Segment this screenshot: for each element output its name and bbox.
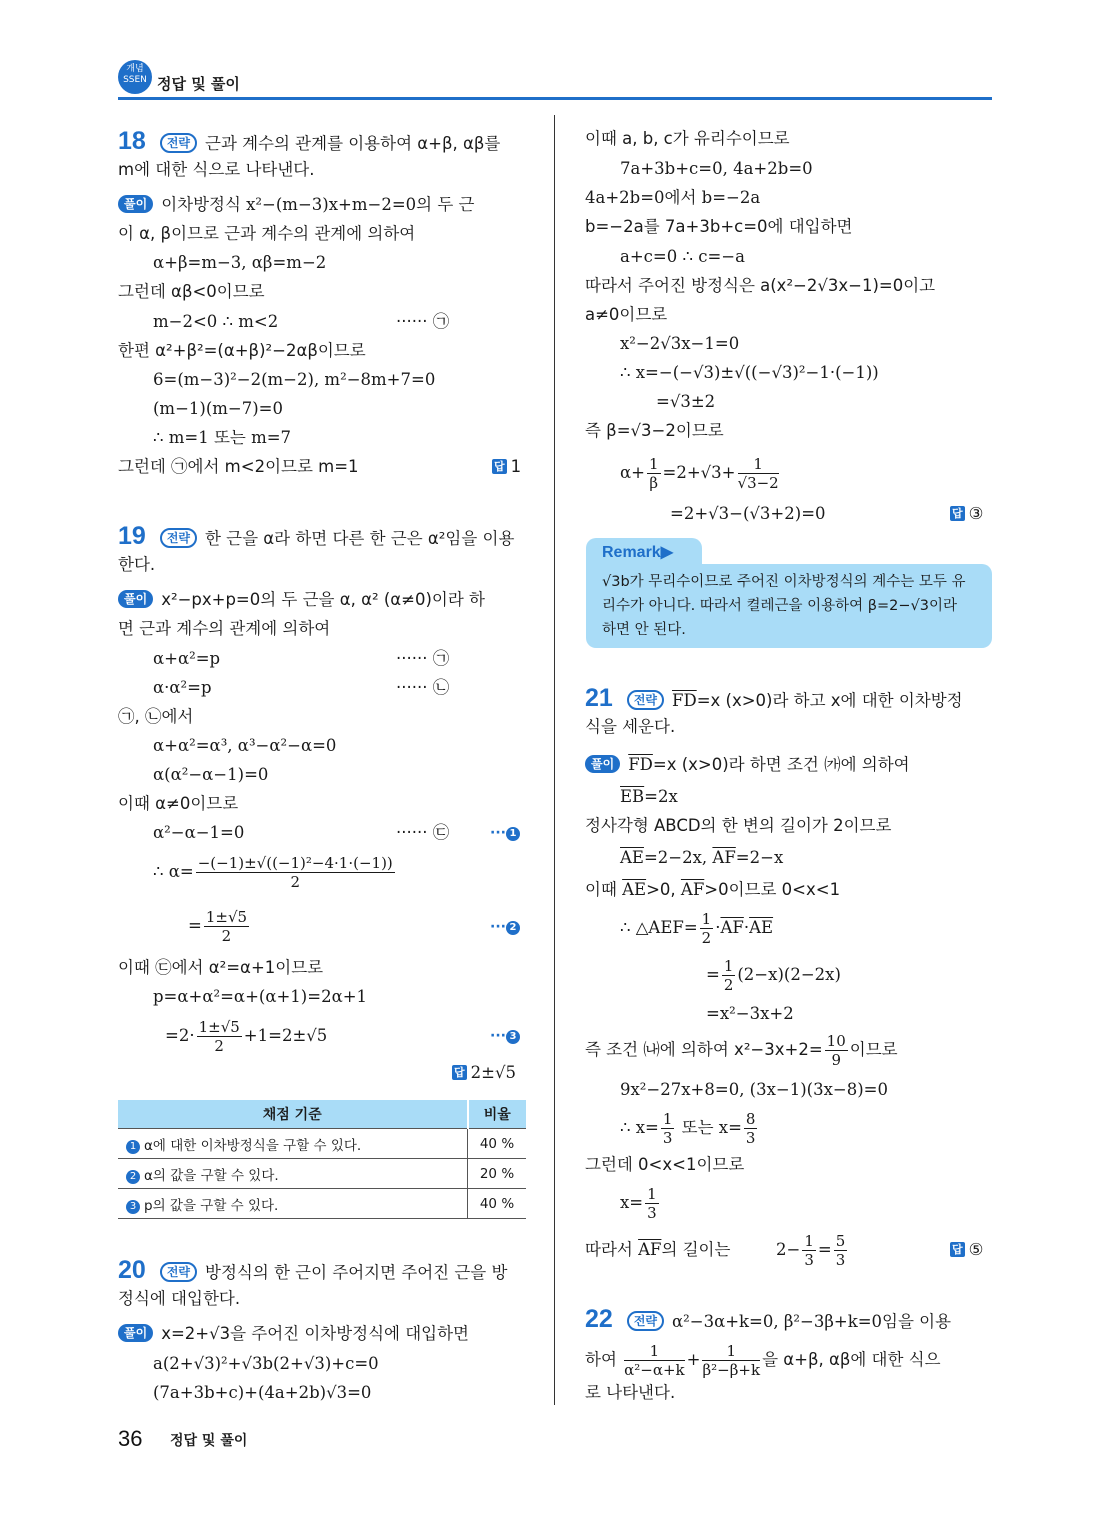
text: =x (x>0)라 하고 x에 대한 이차방정 — [696, 691, 963, 710]
text: =2· — [165, 1026, 195, 1045]
numerator: 1 — [702, 1342, 760, 1361]
text: 식을 세운다. — [585, 717, 676, 736]
text: α²−3α+k=0, β²−3β+k=0임을 이용 — [672, 1312, 952, 1331]
segment: $\overline{AE}$ — [620, 848, 644, 867]
ssen-logo — [118, 60, 152, 94]
text: 이때 ㉢에서 α²=α+1이므로 — [118, 958, 324, 977]
column-divider — [554, 115, 555, 1405]
numerator: 1 — [738, 455, 779, 474]
fraction — [702, 1342, 760, 1379]
criteria-cell — [118, 1159, 468, 1189]
text: = — [817, 1240, 832, 1259]
remark-title: Remark▶ — [602, 544, 674, 561]
step-number: 2 — [126, 1170, 140, 1184]
text: 이때 α≠0이므로 — [118, 794, 239, 813]
equation: (7a+3b+c)+(4a+2b)√3=0 — [153, 1383, 372, 1402]
ref-mark: ㉠ — [432, 649, 450, 668]
equation-fraction — [620, 1108, 759, 1148]
answer-badge: 답 — [494, 460, 505, 473]
problem-21-strategy — [585, 684, 963, 712]
answer-value: 2±√5 — [470, 1063, 516, 1082]
text: 2− — [776, 1240, 801, 1259]
equation: α(α²−α−1)=0 — [153, 765, 269, 784]
equation-ref — [396, 822, 449, 844]
answer-badge: 답 — [952, 1243, 963, 1256]
step-number: 1 — [506, 827, 520, 841]
footer-title: 정답 및 풀이 — [170, 1433, 248, 1449]
text: p의 값을 구할 수 있다. — [144, 1197, 279, 1214]
text: = — [706, 965, 720, 984]
header-title: 정답 및 풀이 — [157, 75, 240, 93]
strategy-badge: 전략 — [160, 133, 197, 153]
logo-text-bottom: SSEN — [123, 75, 147, 85]
fraction — [645, 1185, 659, 1222]
ratio-cell: 40 % — [468, 1129, 527, 1159]
equation: 4a+2b=0에서 b=−2a — [585, 188, 761, 207]
equation: ∴ m=1 또는 m=7 — [153, 428, 292, 447]
logo-text-top: 개념 — [126, 64, 144, 74]
equation — [620, 786, 678, 808]
ratio-cell: 40 % — [468, 1189, 527, 1219]
problem-number: 18 — [118, 127, 146, 155]
numerator: 1 — [804, 1232, 814, 1250]
page-number: 36 — [118, 1426, 143, 1451]
table-row — [118, 1129, 526, 1159]
text: α에 대한 이차방정식을 구할 수 있다. — [144, 1137, 362, 1154]
solution-badge: 풀이 — [118, 1324, 153, 1342]
denominator: 2 — [723, 976, 734, 994]
problem-18-strategy — [118, 127, 501, 155]
arrow: ··· — [490, 825, 506, 841]
denominator: α²−α+k — [624, 1361, 685, 1379]
solution-badge: 풀이 — [118, 195, 153, 213]
fraction — [825, 1032, 848, 1069]
strategy-badge: 전략 — [160, 1262, 197, 1282]
text: =2−2x, — [643, 848, 713, 867]
text: 방정식의 한 근이 주어지면 주어진 근을 방 — [205, 1263, 508, 1282]
equation-fraction — [776, 1230, 849, 1270]
text-line — [585, 1230, 730, 1270]
numerator: 1±√5 — [198, 1018, 240, 1036]
segment: $\overline{EB}$ — [620, 787, 645, 806]
denominator: 3 — [804, 1251, 814, 1269]
text-line — [585, 1030, 898, 1070]
text: 이때 — [585, 880, 623, 899]
dots: ······ — [396, 823, 428, 842]
equation: α+β=m−3, αβ=m−2 — [153, 253, 327, 272]
equation: =2+√3−(√3+2)=0 — [670, 504, 826, 523]
text: =2+√3+ — [662, 463, 736, 482]
denominator: 2 — [221, 927, 232, 945]
text: (2−x)(2−2x) — [737, 965, 841, 984]
equation: x²−2√3x−1=0 — [620, 334, 740, 353]
denominator: 3 — [662, 1129, 673, 1147]
ref-mark: ㉡ — [432, 678, 450, 697]
grading-table — [118, 1100, 526, 1219]
ref-mark: ㉠ — [432, 312, 450, 331]
answer — [950, 1239, 983, 1261]
numerator: 1 — [701, 910, 712, 928]
remark-text: 하면 안 된다. — [602, 622, 686, 638]
text: 그런데 ㉠에서 m<2이므로 m=1 — [118, 457, 359, 476]
solution-badge: 풀이 — [585, 755, 620, 773]
fraction — [647, 455, 661, 492]
step-marker-3 — [490, 1025, 524, 1047]
equation: =√3±2 — [656, 392, 716, 411]
problem-20-strategy — [118, 1256, 508, 1284]
step-number: 3 — [126, 1200, 140, 1214]
problem-number: 20 — [118, 1256, 146, 1284]
fraction — [802, 1232, 816, 1269]
problem-number: 22 — [585, 1305, 613, 1333]
text: >0이므로 0<x<1 — [704, 880, 841, 899]
text-line — [585, 879, 840, 901]
solution-line — [118, 1323, 469, 1345]
ratio-cell: 20 % — [468, 1159, 527, 1189]
strategy-badge: 전략 — [160, 528, 197, 548]
equation: 9x²−27x+8=0, (3x−1)(3x−8)=0 — [620, 1080, 889, 1099]
text: = — [188, 916, 202, 935]
equation: α²−α−1=0 — [153, 823, 245, 842]
denominator: β²−β+k — [702, 1361, 761, 1379]
text: 이차방정식 x²−(m−3)x+m−2=0의 두 근 — [161, 195, 475, 214]
denominator: β — [649, 474, 659, 492]
arrow: ··· — [490, 919, 506, 935]
text: 이므로 — [849, 1040, 898, 1059]
step-marker-2 — [490, 916, 524, 938]
numerator: −(−1)±√((−1)²−4·1·(−1)) — [197, 854, 393, 872]
text: 따라서 — [585, 1240, 639, 1259]
problem-number: 19 — [118, 522, 146, 550]
segment: $\overline{AF}$ — [638, 1240, 662, 1259]
text: 이 α, β이므로 근과 계수의 관계에 의하여 — [118, 224, 416, 243]
fraction — [197, 1018, 242, 1055]
text: 그런데 0<x<1이므로 — [585, 1155, 745, 1174]
denominator: 9 — [831, 1051, 841, 1069]
text: ∴ △AEF= — [620, 918, 698, 937]
text: =2x — [644, 787, 678, 806]
text: b=−2a를 7a+3b+c=0에 대입하면 — [585, 217, 853, 236]
denominator: √3−2 — [737, 474, 779, 492]
text: 이때 a, b, c가 유리수이므로 — [585, 129, 790, 148]
text: 면 근과 계수의 관계에 의하여 — [118, 619, 331, 638]
text: + — [686, 1350, 701, 1369]
answer — [492, 456, 521, 478]
remark-box — [586, 538, 992, 648]
numerator: 1 — [662, 1110, 673, 1128]
text: α+ — [620, 463, 645, 482]
equation — [620, 847, 783, 869]
numerator: 8 — [745, 1110, 756, 1128]
numerator: 10 — [826, 1032, 846, 1050]
fraction — [700, 910, 714, 947]
answer-value: ⑤ — [968, 1240, 984, 1259]
text: x= — [620, 1193, 644, 1212]
criteria-cell — [118, 1129, 468, 1159]
step-number: 1 — [126, 1140, 140, 1154]
numerator: 1±√5 — [205, 908, 248, 926]
equation: a(2+√3)²+√3b(2+√3)+c=0 — [153, 1354, 379, 1373]
segment: $\overline{FD}$ — [628, 755, 653, 774]
equation: 6=(m−3)²−2(m−2), m²−8m+7=0 — [153, 370, 436, 389]
fraction — [834, 1232, 848, 1269]
answer-badge: 답 — [952, 507, 963, 520]
text: 정식에 대입한다. — [118, 1289, 241, 1308]
fraction — [196, 854, 395, 891]
denominator: 2 — [701, 929, 712, 947]
equation: 7a+3b+c=0, 4a+2b=0 — [620, 159, 813, 178]
text: 즉 β=√3−2이므로 — [585, 421, 724, 440]
equation-fraction — [165, 1016, 327, 1056]
answer — [950, 503, 983, 525]
arrow: ··· — [490, 1028, 506, 1044]
text: x²−px+p=0의 두 근을 α, α² (α≠0)이라 하 — [161, 590, 485, 609]
solution-line — [118, 194, 474, 216]
segment: $\overline{AF}$ — [680, 880, 705, 899]
remark-text: √3b가 무리수이므로 주어진 이차방정식의 계수는 모두 유 — [602, 574, 966, 590]
text: 의 길이는 — [661, 1240, 731, 1259]
problem-19-strategy — [118, 522, 515, 550]
numerator: 1 — [647, 1185, 657, 1203]
denominator: 2 — [290, 873, 301, 891]
text: 로 나타낸다. — [585, 1383, 676, 1402]
ref-mark: ㉢ — [432, 823, 450, 842]
equation-ref — [396, 311, 449, 333]
strategy-badge: 전략 — [627, 1311, 664, 1331]
text: 하여 — [585, 1350, 617, 1369]
segment: $\overline{FD}$ — [672, 691, 697, 710]
equation: m−2<0 ∴ m<2 — [153, 312, 279, 331]
equation: a+c=0 ∴ c=−a — [620, 247, 745, 266]
step-number: 3 — [506, 1030, 520, 1044]
header-rule — [118, 97, 992, 100]
text: x=2+√3을 주어진 이차방정식에 대입하면 — [161, 1324, 469, 1343]
text: · — [743, 918, 750, 937]
text: 을 α+β, αβ에 대한 식으 — [762, 1350, 941, 1369]
header-ratio: 비율 — [468, 1100, 527, 1129]
text: 즉 조건 ㈏에 의하여 x²−3x+2= — [585, 1040, 823, 1059]
problem-22-strategy — [585, 1305, 952, 1333]
text: 따라서 주어진 방정식은 a(x²−2√3x−1)=0이고 — [585, 276, 936, 295]
equation: =x²−3x+2 — [706, 1004, 794, 1023]
step-marker-1 — [490, 822, 524, 844]
answer-badge: 답 — [454, 1066, 465, 1079]
segment: $\overline{AE}$ — [622, 880, 647, 899]
text: α의 값을 구할 수 있다. — [144, 1167, 279, 1184]
denominator: 3 — [745, 1129, 756, 1147]
problem-number: 21 — [585, 684, 613, 712]
text: ㉠, ㉡에서 — [118, 707, 194, 726]
fraction — [204, 908, 249, 945]
table-row — [118, 1189, 526, 1219]
answer-value: ③ — [968, 504, 984, 523]
denominator: 3 — [835, 1251, 846, 1269]
equation: α+α²=α³, α³−α²−α=0 — [153, 736, 337, 755]
dots: ······ — [396, 312, 428, 331]
fraction — [624, 1342, 685, 1379]
text: =2−x — [735, 848, 784, 867]
answer-value: 1 — [510, 457, 522, 476]
remark-text: 리수가 아니다. 따라서 켤레근을 이용하여 β=2−√3이라 — [602, 598, 958, 614]
fraction — [738, 455, 779, 492]
equation-fraction — [188, 906, 251, 946]
text: 정사각형 ABCD의 한 변의 길이가 2이므로 — [585, 816, 892, 835]
text: ∴ x= — [620, 1118, 659, 1137]
equation-fraction — [620, 453, 781, 493]
text: 한편 α²+β²=(α+β)²−2αβ이므로 — [118, 341, 366, 360]
text: +1=2±√5 — [243, 1026, 328, 1045]
text: 한다. — [118, 555, 156, 574]
dots: ······ — [396, 678, 428, 697]
equation-fraction — [620, 908, 773, 948]
text: >0, — [646, 880, 681, 899]
equation: (m−1)(m−7)=0 — [153, 399, 284, 418]
text: 근과 계수의 관계를 이용하여 α+β, αβ를 — [205, 134, 501, 153]
text: m에 대한 식으로 나타낸다. — [118, 160, 315, 179]
text: =x (x>0)라 하면 조건 ㈎에 의하여 — [652, 755, 910, 774]
text: · — [715, 918, 721, 937]
header-criteria: 채점 기준 — [118, 1100, 468, 1129]
equation-ref — [396, 677, 449, 699]
text: ∴ α= — [153, 862, 194, 881]
segment: $\overline{AF}$ — [720, 918, 744, 937]
answer — [452, 1062, 516, 1084]
solution-line — [118, 589, 485, 611]
numerator: 5 — [835, 1232, 846, 1250]
numerator: 1 — [624, 1342, 685, 1361]
equation-ref — [396, 648, 449, 670]
denominator: 2 — [214, 1037, 224, 1055]
denominator: 3 — [647, 1204, 657, 1222]
segment: $\overline{AE}$ — [749, 918, 774, 937]
equation: α·α²=p — [153, 678, 212, 697]
segment: $\overline{AF}$ — [712, 848, 736, 867]
equation-fraction — [153, 852, 397, 892]
fraction — [722, 957, 736, 994]
solution-badge: 풀이 — [118, 590, 153, 608]
equation: p=α+α²=α+(α+1)=2α+1 — [153, 987, 368, 1006]
equation: ∴ x=−(−√3)±√((−√3)²−1·(−1)) — [620, 363, 879, 382]
text: 또는 x= — [676, 1118, 742, 1137]
numerator: 1 — [648, 455, 659, 473]
equation-fraction — [706, 955, 841, 995]
fraction — [661, 1110, 675, 1147]
text-line — [585, 1340, 941, 1380]
table-row — [118, 1159, 526, 1189]
fraction — [744, 1110, 758, 1147]
strategy-badge: 전략 — [627, 690, 664, 710]
solution-line — [585, 754, 910, 776]
text: 한 근을 α라 하면 다른 한 근은 α²임을 이용 — [205, 529, 515, 548]
text: 그런데 αβ<0이므로 — [118, 282, 265, 301]
text: a≠0이므로 — [585, 305, 668, 324]
criteria-cell — [118, 1189, 468, 1219]
numerator: 1 — [723, 957, 734, 975]
step-number: 2 — [506, 921, 520, 935]
dots: ······ — [396, 649, 428, 668]
equation-fraction — [620, 1183, 661, 1223]
equation: α+α²=p — [153, 649, 221, 668]
